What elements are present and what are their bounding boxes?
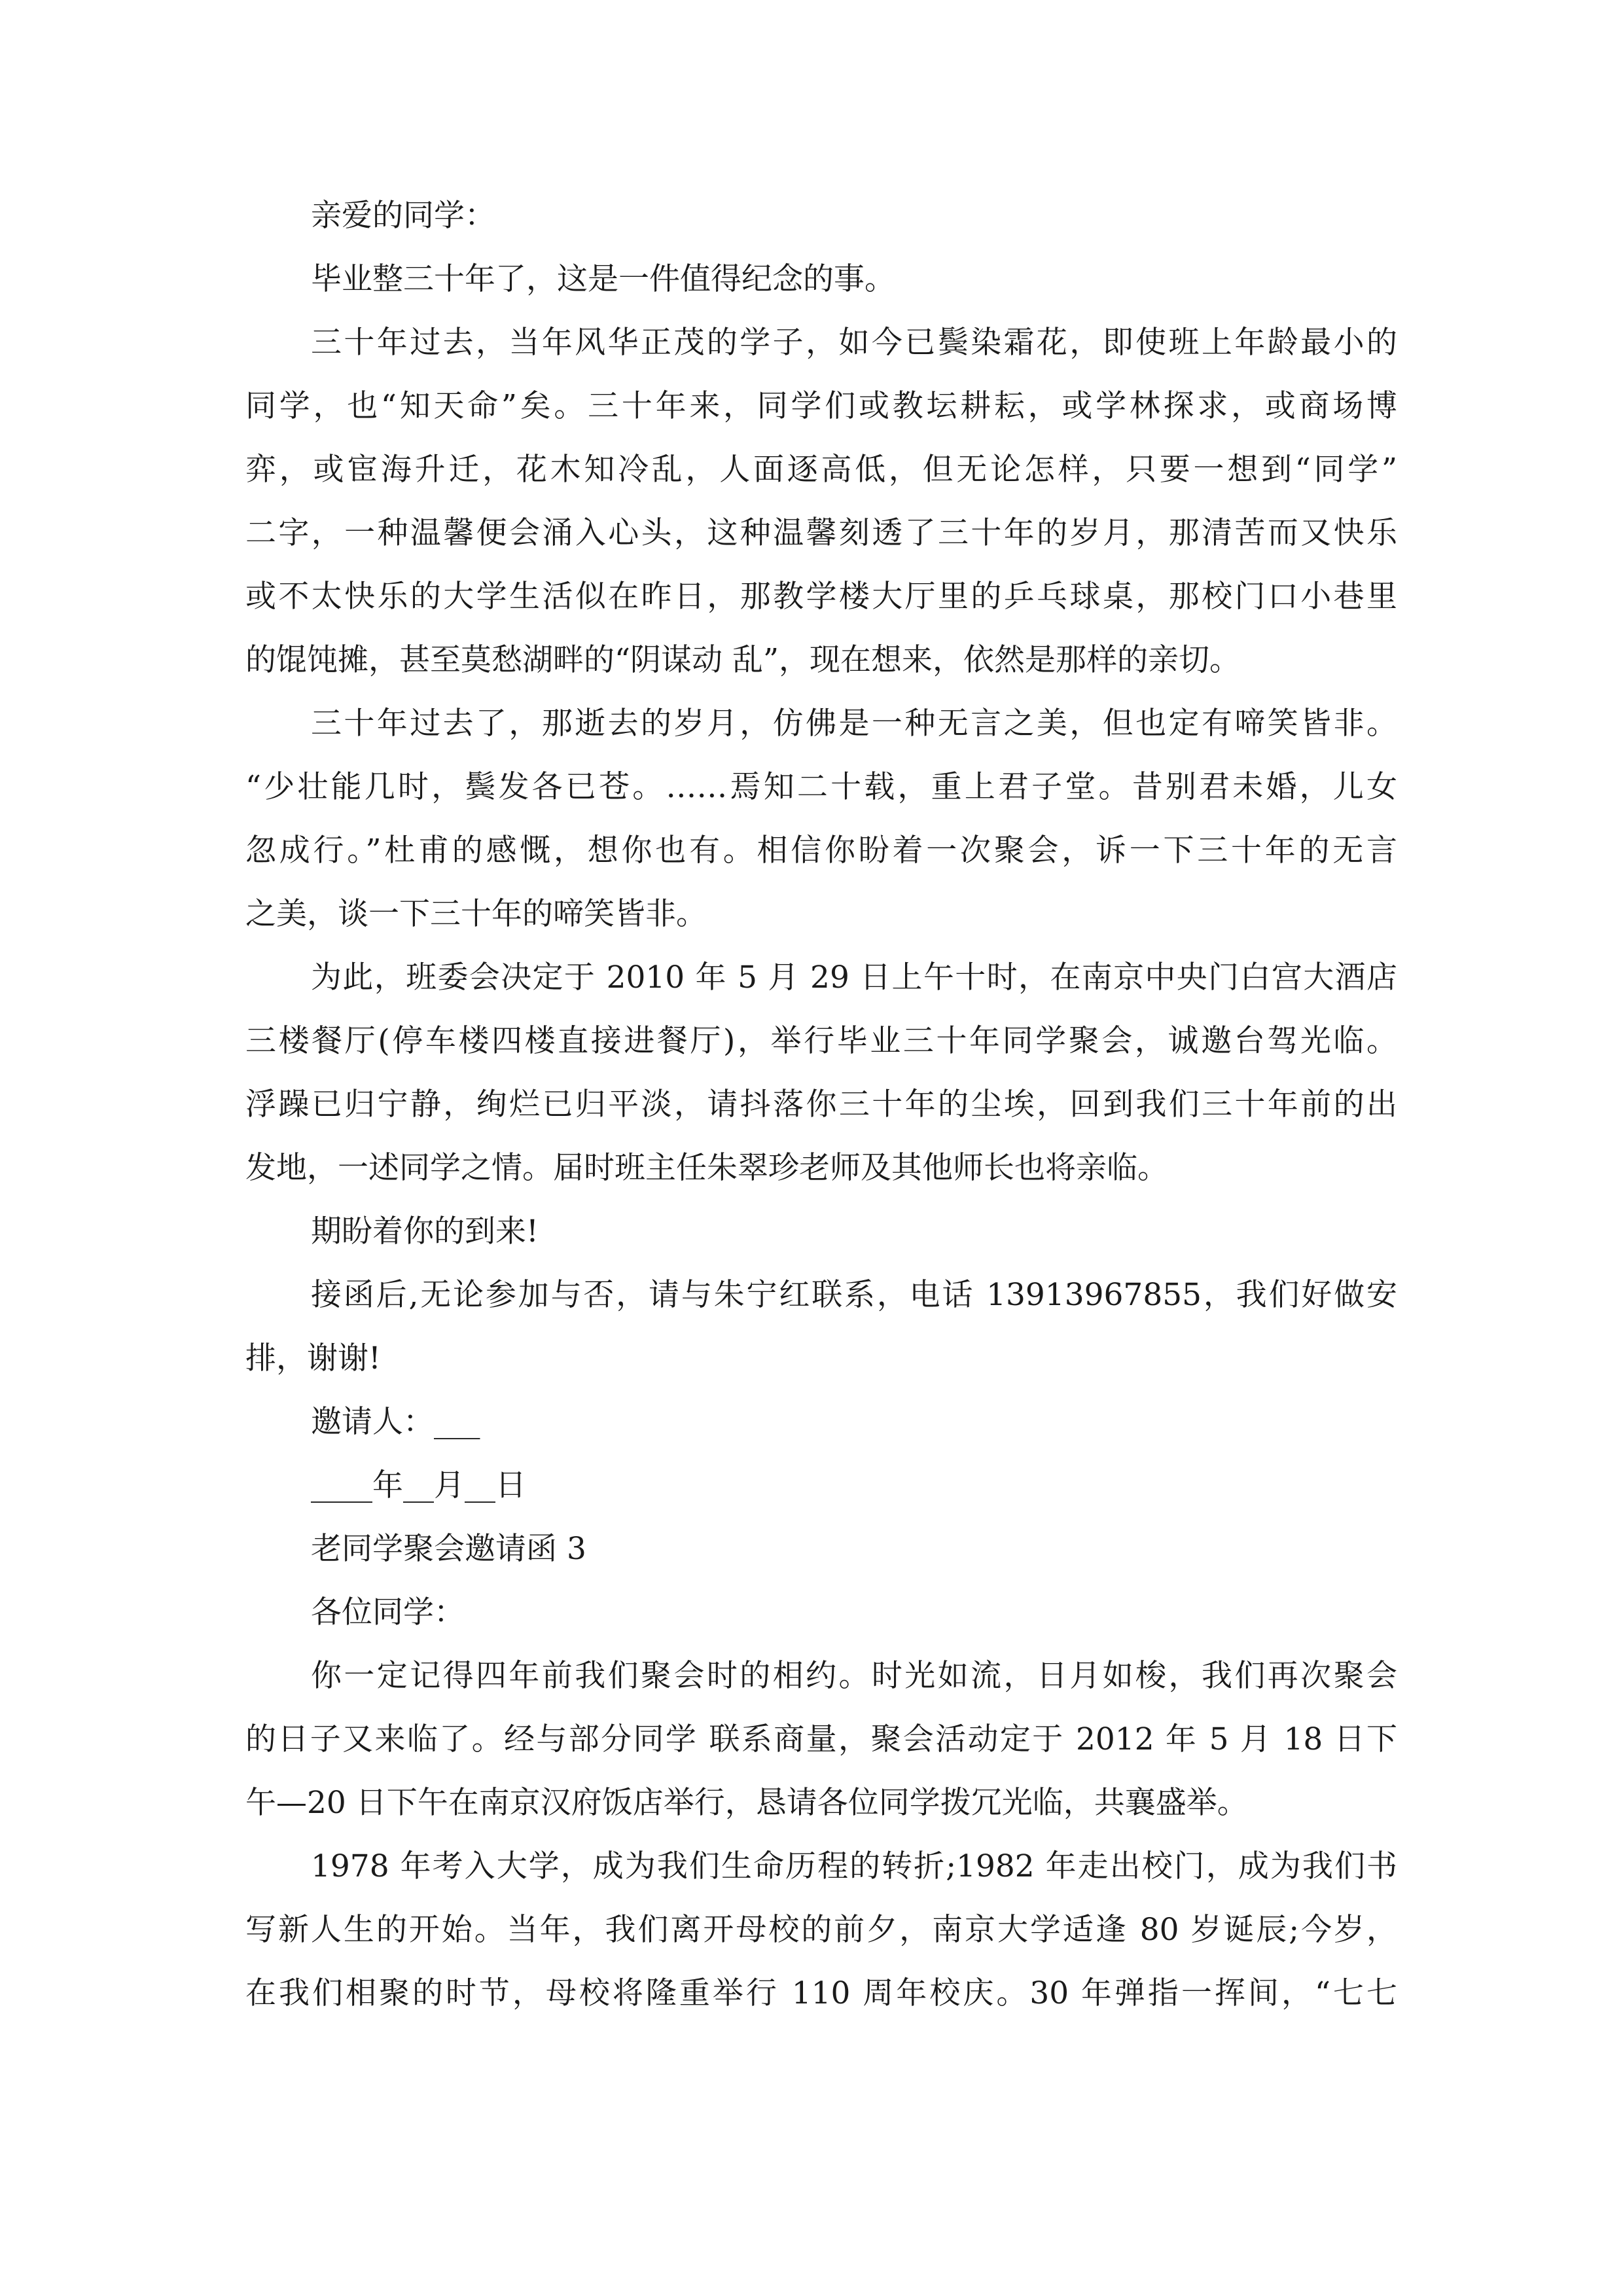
paragraph-line: 或不太快乐的大学生活似在昨日，那教学楼大厅里的乒乓球桌，那校门口小巷里: [245, 579, 1397, 615]
paragraph-line: 的日子又来临了。经与部分同学 联系商量，聚会活动定于 2012 年 5 月 18 日下: [245, 1721, 1397, 1757]
inviter-line: 邀请人：___: [311, 1404, 480, 1440]
paragraph-line: 同学，也“知天命”矣。三十年来，同学们或教坛耕耘，或学林探求，或商场博: [245, 388, 1397, 424]
paragraph-line: 期盼着你的到来!: [311, 1213, 539, 1249]
paragraph-line: 午—20 日下午在南京汉府饭店举行，恳请各位同学拨冗光临，共襄盛举。: [245, 1785, 1248, 1821]
paragraph-line: 忽成行。”杜甫的感慨，想你也有。相信你盼着一次聚会，诉一下三十年的无言: [245, 833, 1397, 869]
paragraph-line: 二字，一种温馨便会涌入心头，这种温馨刻透了三十年的岁月，那清苦而又快乐: [245, 515, 1397, 551]
paragraph-line: 之美，谈一下三十年的啼笑皆非。: [245, 896, 707, 932]
paragraph-line: 发地，一述同学之情。届时班主任朱翠珍老师及其他师长也将亲临。: [245, 1150, 1168, 1186]
paragraph-line: 你一定记得四年前我们聚会时的相约。时光如流，日月如梭，我们再次聚会: [311, 1658, 1397, 1694]
paragraph-line: 为此，班委会决定于 2010 年 5 月 29 日上午十时，在南京中央门白宫大酒店: [311, 960, 1397, 996]
paragraph-line: 三楼餐厅(停车楼四楼直接进餐厅)，举行毕业三十年同学聚会，诚邀台驾光临。: [245, 1023, 1397, 1059]
paragraph-line: 弈，或宦海升迁，花木知冷乱，人面逐高低，但无论怎样，只要一想到“同学”: [245, 452, 1397, 488]
paragraph-line: 写新人生的开始。当年，我们离开母校的前夕，南京大学适逢 80 岁诞辰;今岁，: [245, 1912, 1397, 1948]
paragraph-line: 排，谢谢!: [245, 1340, 381, 1376]
section-title: 老同学聚会邀请函 3: [311, 1531, 586, 1567]
paragraph-line: 在我们相聚的时节，母校将隆重举行 110 周年校庆。30 年弹指一挥间，“七七: [245, 1975, 1397, 2011]
paragraph-line: 毕业整三十年了，这是一件值得纪念的事。: [311, 261, 895, 297]
salutation: 亲爱的同学：: [311, 198, 495, 234]
paragraph-line: 三十年过去了，那逝去的岁月，仿佛是一种无言之美，但也定有啼笑皆非。: [311, 706, 1397, 742]
date-line: ____年__月__日: [311, 1467, 526, 1503]
paragraph-line: “少壮能几时，鬓发各已苍。……焉知二十载，重上君子堂。昔别君未婚，儿女: [245, 769, 1397, 805]
paragraph-line: 三十年过去，当年风华正茂的学子，如今已鬓染霜花，即使班上年龄最小的: [311, 325, 1397, 361]
paragraph-line: 的馄饨摊，甚至莫愁湖畔的“阴谋动 乱”，现在想来，依然是那样的亲切。: [245, 642, 1240, 678]
salutation: 各位同学：: [311, 1594, 465, 1630]
paragraph-line: 1978 年考入大学，成为我们生命历程的转折;1982 年走出校门，成为我们书: [311, 1848, 1397, 1884]
paragraph-line: 浮躁已归宁静，绚烂已归平淡，请抖落你三十年的尘埃，回到我们三十年前的出: [245, 1086, 1397, 1122]
paragraph-line: 接函后,无论参加与否，请与朱宁红联系，电话 13913967855，我们好做安: [311, 1277, 1397, 1313]
